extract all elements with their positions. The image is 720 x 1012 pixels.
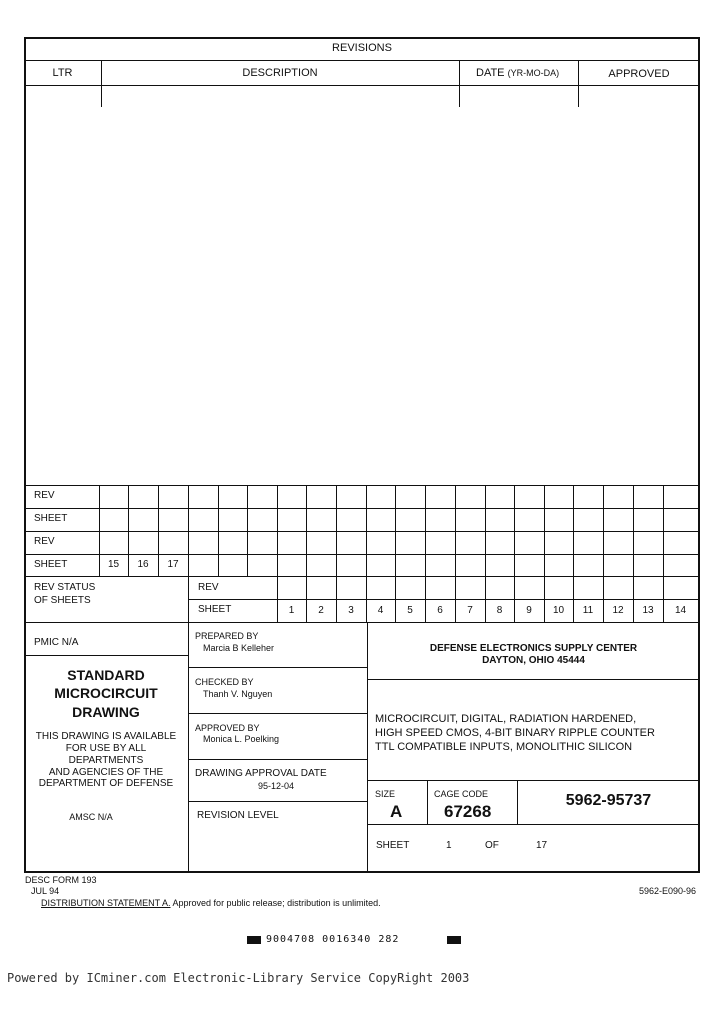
availability-note: THIS DRAWING IS AVAILABLE: [35, 731, 177, 742]
size-label: SIZE: [375, 789, 396, 799]
divider: [367, 679, 700, 680]
sheet-number-7: 7: [467, 605, 473, 616]
availability-note: DEPARTMENTS: [68, 755, 144, 766]
checked-by-label: CHECKED BY: [195, 677, 254, 687]
barcode-mark-right: [447, 936, 461, 944]
document-code: 5962-E090-96: [639, 886, 697, 896]
sheet-number-2: 2: [318, 605, 324, 616]
approved-by-label: APPROVED BY: [195, 723, 260, 733]
divider: [427, 780, 428, 824]
sheet-value: 1: [446, 840, 452, 851]
sheet-number-3: 3: [348, 605, 354, 616]
grid-line: [366, 485, 367, 576]
divider: [24, 554, 700, 555]
rev-status-rev-label: REV: [198, 582, 219, 593]
grid-line: [218, 485, 219, 576]
agency-name: DEFENSE ELECTRONICS SUPPLY CENTER: [429, 643, 638, 654]
cage-code-value: 67268: [444, 802, 492, 821]
approval-date-label: DRAWING APPROVAL DATE: [195, 768, 327, 779]
of-label: OF: [485, 840, 499, 851]
sheet-label: SHEET: [376, 840, 410, 851]
col-description: DESCRIPTION: [242, 67, 318, 79]
sheet-row-label: SHEET: [34, 513, 68, 524]
divider: [188, 713, 367, 714]
drawing-title: TTL COMPATIBLE INPUTS, MONOLITHIC SILICON: [375, 741, 633, 753]
divider: [367, 780, 700, 781]
sheet-number-13: 13: [642, 605, 654, 616]
grid-line: [188, 485, 189, 576]
prepared-by-name: Marcia B Kelleher: [203, 643, 275, 653]
distribution-label: DISTRIBUTION STATEMENT A.: [41, 898, 171, 908]
sheet-number-6: 6: [437, 605, 443, 616]
size-value: A: [390, 802, 403, 821]
divider: [24, 85, 700, 86]
grid-line: [663, 485, 664, 576]
barcode-text: 9004708 0016340 282: [266, 934, 400, 945]
divider: [188, 759, 367, 760]
sheet-number-5: 5: [407, 605, 413, 616]
standard-title: STANDARD: [67, 667, 145, 683]
pmic: PMIC N/A: [34, 637, 79, 648]
agency-location: DAYTON, OHIO 45444: [482, 655, 585, 666]
sheet-number-4: 4: [377, 605, 384, 616]
col-date-label: DATE: [476, 67, 505, 79]
rev-row-label: REV: [34, 490, 55, 501]
grid-line: [514, 485, 515, 576]
sheet-number-1: 1: [288, 605, 295, 616]
grid-line: [603, 485, 604, 576]
grid-line: [395, 485, 396, 576]
checked-by-name: Thanh V. Nguyen: [203, 689, 273, 699]
grid-line: [544, 485, 545, 576]
standard-title: DRAWING: [72, 704, 140, 720]
cage-code-label: CAGE CODE: [434, 789, 489, 799]
approved-by-name: Monica L. Poelking: [203, 734, 280, 744]
divider: [459, 60, 460, 107]
divider: [188, 599, 700, 600]
divider: [24, 622, 700, 623]
distribution-text: Approved for public release; distribution is unlimited.: [172, 898, 381, 908]
drawing-title: HIGH SPEED CMOS, 4-BIT BINARY RIPPLE COUNTER: [375, 727, 655, 739]
sheet-number-17: 17: [167, 559, 179, 570]
form-date: JUL 94: [31, 886, 60, 896]
divider: [188, 576, 189, 872]
barcode-mark-left: [247, 936, 261, 944]
grid-line: [306, 485, 307, 576]
of-value: 17: [536, 840, 548, 851]
sheet-row-label: SHEET: [34, 559, 68, 570]
divider: [367, 824, 700, 825]
revisions-title: REVISIONS: [332, 42, 392, 54]
grid-line: [633, 485, 634, 576]
grid-line: [247, 485, 248, 576]
distribution-statement: [41, 899, 381, 908]
availability-note: DEPARTMENT OF DEFENSE: [38, 778, 174, 789]
powered-by: Powered by ICminer.com Electronic-Library Service CopyRight 2003: [7, 971, 470, 985]
divider: [188, 667, 367, 668]
divider: [24, 60, 700, 61]
sheet-number-8: 8: [496, 605, 503, 616]
sheet-number-10: 10: [552, 605, 565, 616]
sheet-number-15: 15: [107, 559, 120, 570]
divider: [24, 508, 700, 509]
divider: [24, 485, 700, 486]
rev-row-label: REV: [34, 536, 55, 547]
divider: [24, 576, 700, 577]
grid-line: [425, 485, 426, 576]
col-date-format: (YR-MO-DA): [507, 68, 560, 78]
sheet-number-11: 11: [582, 605, 594, 616]
grid-line: [573, 485, 574, 576]
approval-date: 95-12-04: [258, 781, 295, 791]
divider: [24, 655, 188, 656]
grid-line: [485, 485, 486, 576]
sheet-number-12: 12: [612, 605, 624, 616]
form-number: DESC FORM 193: [25, 875, 97, 885]
sheet-number-14: 14: [674, 605, 687, 616]
standard-title: MICROCIRCUIT: [54, 685, 158, 701]
drawing-number: 5962-95737: [565, 792, 652, 809]
grid-line: [277, 485, 278, 576]
rev-status-label: REV STATUS: [34, 582, 96, 593]
divider: [188, 801, 367, 802]
availability-note: AND AGENCIES OF THE: [48, 767, 164, 778]
grid-line: [336, 485, 337, 576]
prepared-by-label: PREPARED BY: [195, 631, 259, 641]
divider: [24, 531, 700, 532]
sheet-number-16: 16: [137, 559, 149, 570]
amsc: AMSC N/A: [69, 812, 113, 822]
rev-status-label: OF SHEETS: [34, 595, 91, 606]
drawing-title: MICROCIRCUIT, DIGITAL, RADIATION HARDENED,: [375, 713, 637, 725]
col-date: [476, 68, 559, 79]
col-approved: APPROVED: [608, 68, 670, 80]
divider: [578, 60, 579, 107]
sheet-number-9: 9: [526, 605, 532, 616]
revision-level-label: REVISION LEVEL: [197, 810, 279, 821]
col-ltr: LTR: [52, 67, 73, 79]
grid-line: [455, 485, 456, 576]
availability-note: FOR USE BY ALL: [65, 743, 147, 754]
rev-status-sheet-label: SHEET: [198, 604, 232, 615]
